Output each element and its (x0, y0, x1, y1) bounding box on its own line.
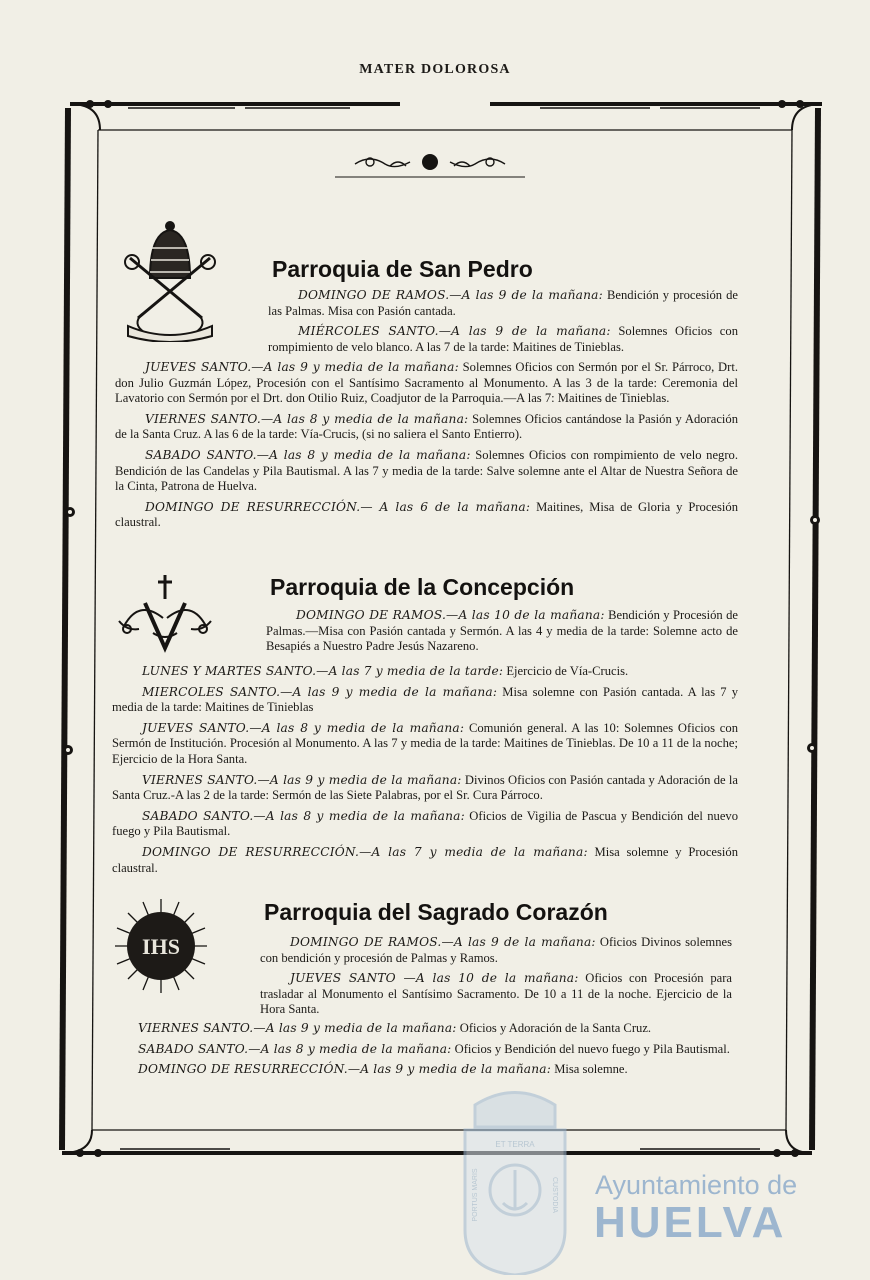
shield-motto-left: PORTUS MARIS (472, 1168, 479, 1222)
svg-text:IHS: IHS (142, 934, 180, 959)
section-sagrado-corazon-intro (260, 935, 732, 1023)
schedule-entry: DOMINGO DE RESURRECCIÓN.— A las 6 de la mañana: Maitines, Misa de Gloria y Procesión claustral. (115, 499, 738, 530)
section-concepcion-intro (266, 608, 738, 660)
section-sagrado-corazon-body (108, 1021, 734, 1083)
schedule-entry: JUEVES SANTO —A las 10 de la mañana: Oficios con Procesión para trasladar al Monumento el Santísimo Sacramento. De 10 a 11 de la noche. Ejercicio de la Hora Santa. (260, 971, 732, 1017)
cross-marian-monogram-icon (115, 573, 215, 657)
schedule-entry: SABADO SANTO.—A las 8 y media de la mañana: Oficios y Bendición del nuevo fuego y Pila Bautismal. (138, 1041, 730, 1056)
section-san-pedro-intro (268, 288, 738, 360)
schedule-entry: DOMINGO DE RAMOS.—A las 9 de la mañana: Oficios Divinos solemnes con bendición y procesión de Palmas y Ramos. (260, 935, 732, 965)
section-title: Parroquia del Sagrado Corazón (264, 899, 608, 925)
schedule-entry: VIERNES SANTO.—A las 9 y media de la mañana: Divinos Oficios con Pasión cantada y Adoración de la Santa Cruz.-A las 2 de la tarde: Sermón de las Siete Palabras, por el Sr. Cura Párroco. (112, 772, 739, 803)
schedule-entry: VIERNES SANTO.—A las 9 y media de la mañana: Oficios y Adoración de la Santa Cruz. (138, 1021, 652, 1035)
schedule-entry: MIÉRCOLES SANTO.—A las 9 de la mañana: Solemnes Oficios con rompimiento de velo blanco. A las 7 de la tarde: Maitines de Tinieblas. (268, 324, 738, 354)
watermark-line1: Ayuntamiento de (595, 1170, 798, 1200)
floral-ornament-icon (330, 148, 530, 182)
watermark-line2: HUELVA (594, 1198, 787, 1247)
schedule-entry: JUEVES SANTO.—A las 9 y media de la mañana: Solemnes Oficios con Sermón por el Sr. Párroco, Drt. don Julio Guzmán López, Procesión con el Santísimo Sacramento al Monumento. A las 3 de la tarde: Ceremonia del Lavatorio con Sermón por el Drt. don Otilio Ruiz, Coadjutor de la Parroquia.—A las 7: Maitines de Tinieblas. (115, 360, 738, 406)
schedule-entry: LUNES Y MARTES SANTO.—A las 7 y media de la tarde: Ejercicio de Vía-Crucis. (142, 664, 629, 678)
page-header: MATER DOLOROSA (359, 62, 511, 77)
section-title: Parroquia de la Concepción (270, 574, 575, 600)
schedule-entry: DOMINGO DE RAMOS.—A las 10 de la mañana: Bendición y Procesión de Palmas.—Misa con Pasión cantada y Sermón. A las 4 y media de la tarde: Solemne acto de Besapiés a Nuestro Padre Jesús Nazareno. (266, 608, 738, 654)
schedule-entry: DOMINGO DE RESURRECCIÓN.—A las 9 y media de la mañana: Misa solemne. (138, 1062, 628, 1077)
schedule-entry: DOMINGO DE RESURRECCIÓN.—A las 7 y media de la mañana: Misa solemne y Procesión claustral. (112, 844, 738, 875)
schedule-entry: DOMINGO DE RAMOS.—A las 9 de la mañana: Bendición y procesión de las Palmas. Misa con Pasión cantada. (268, 288, 738, 318)
schedule-entry: SABADO SANTO.—A las 8 y media de la mañana: Solemnes Oficios con rompimiento de velo negro. Bendición de las Candelas y Pila Bautismal. A las 7 y media de la tarde: Salve solemne ante el Altar de Nuestra Señora de la Cinta, Patrona de Huelva. (115, 447, 738, 494)
section-san-pedro-title-wrap (272, 256, 742, 283)
section-concepcion-body (112, 664, 738, 881)
section-sagrado-corazon-title-wrap (264, 899, 734, 926)
section-san-pedro-body (115, 360, 738, 536)
section-concepcion-title-wrap (270, 574, 740, 601)
shield-motto-right: CUSTODIA (551, 1176, 558, 1214)
schedule-entry: SABADO SANTO.—A las 8 y media de la mañana: Oficios de Vigilia de Pascua y Bendición del nuevo fuego y Pila Bautismal. (112, 808, 739, 839)
schedule-entry: JUEVES SANTO.—A las 8 y media de la mañana: Comunión general. A las 10: Solemnes Oficios con Sermón de Institución. Procesión al Monumento. A las 7 y media de la tarde: Maitines de Tinieblas. De 10 a 11 de la noche; Ejercicio de la Hora Santa. (112, 720, 738, 766)
schedule-entry: MIERCOLES SANTO.—A las 9 y media de la mañana: Misa solemne con Pasión cantada. A las 7 y media de la tarde: Maitines de Tinieblas (112, 684, 738, 715)
schedule-entry: VIERNES SANTO.—A las 8 y media de la mañana: Solemnes Oficios cantándose la Pasión y Adoración de la Santa Cruz. A las 6 de la tarde: Vía-Crucis, (si no saliera el Santo Entierro). (115, 411, 739, 442)
section-title: Parroquia de San Pedro (272, 256, 533, 282)
ihs-sunburst-icon (113, 897, 209, 995)
shield-motto-top: ET TERRA (495, 1140, 535, 1149)
papal-tiara-keys-icon (120, 218, 220, 342)
